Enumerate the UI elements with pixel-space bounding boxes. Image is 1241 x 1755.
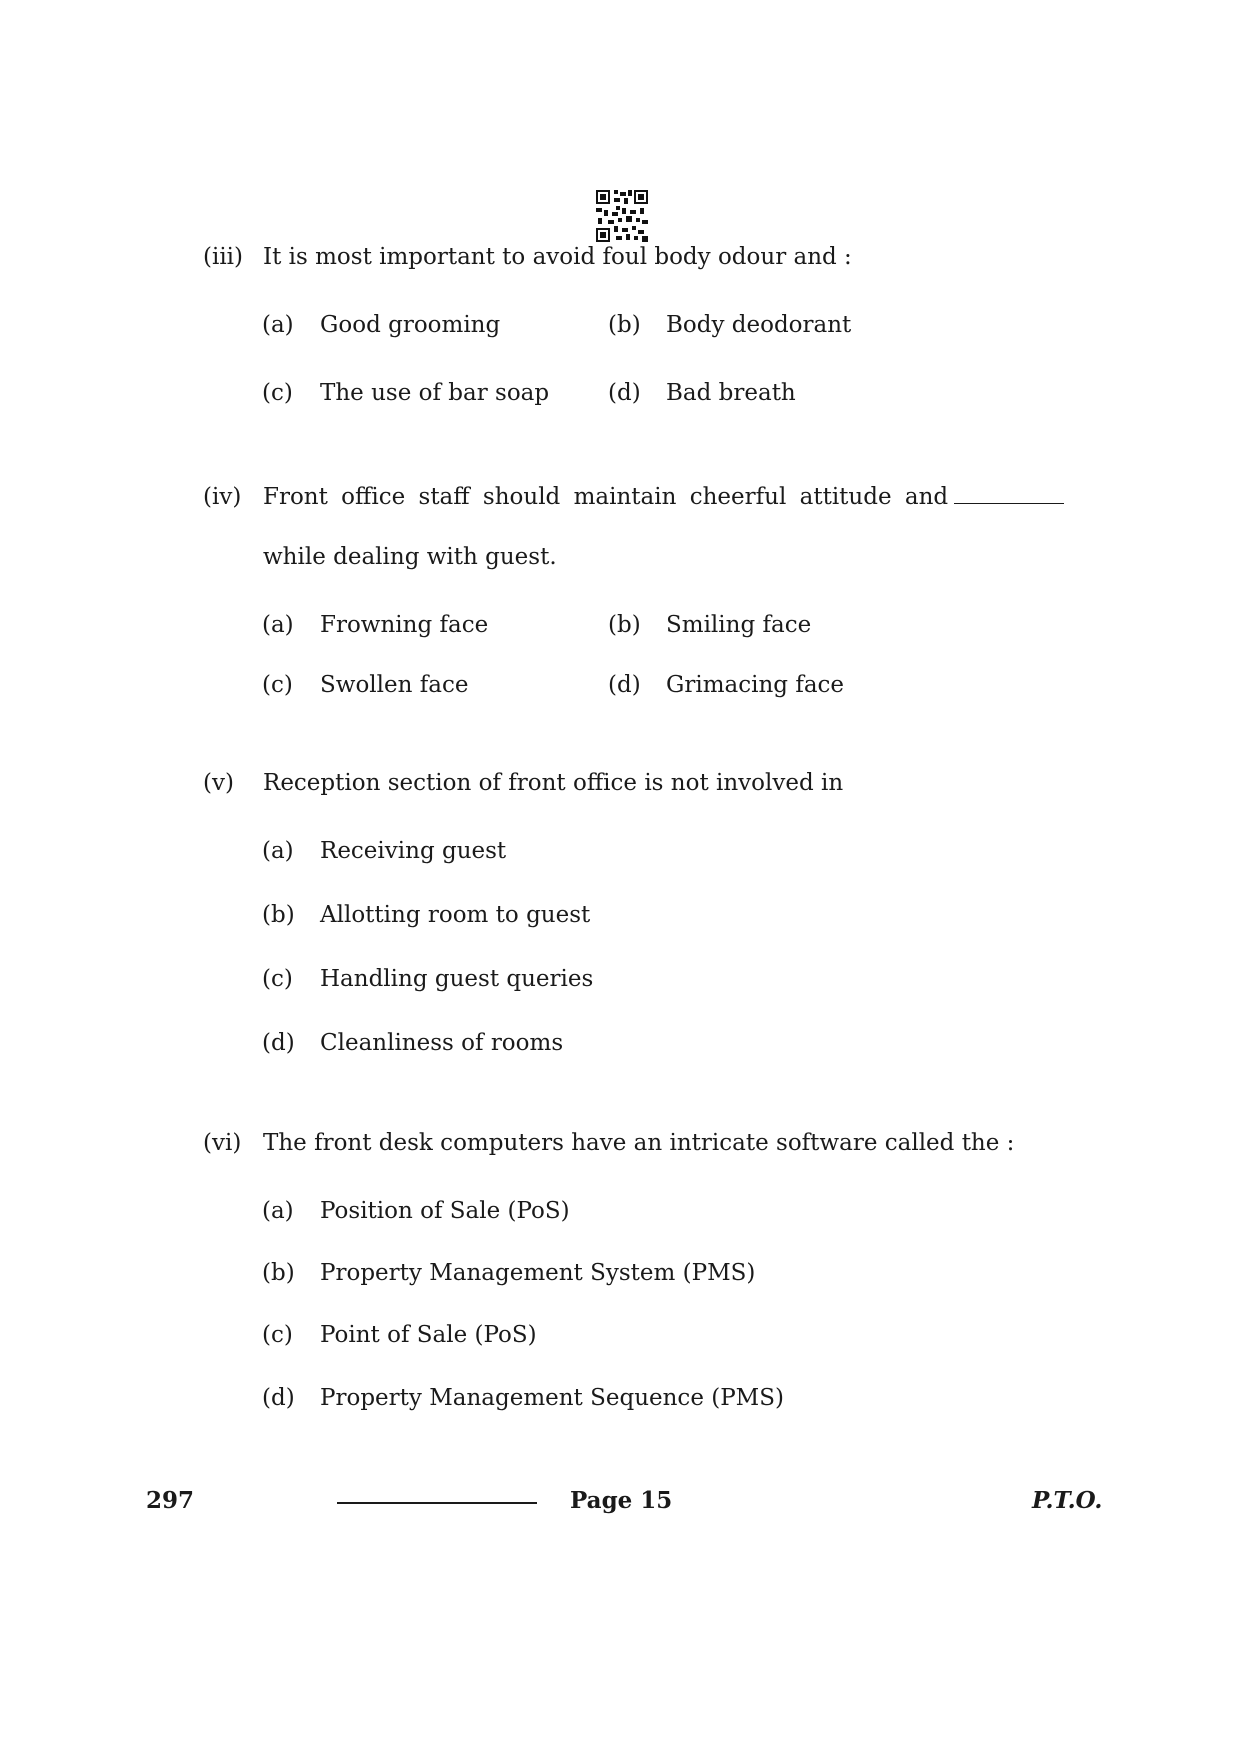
question-text: Reception section of front office is not involved in bbox=[263, 770, 844, 796]
option-text: Handling guest queries bbox=[320, 966, 594, 992]
option-label: (d) bbox=[262, 1385, 295, 1411]
option-label: (d) bbox=[608, 672, 641, 698]
option-text: Allotting room to guest bbox=[320, 902, 591, 928]
paper-code: 297 bbox=[146, 1487, 195, 1514]
option-label: (a) bbox=[262, 1198, 294, 1224]
option-label: (b) bbox=[608, 312, 641, 338]
question-text: It is most important to avoid foul body odour and : bbox=[263, 244, 852, 270]
option-text: Bad breath bbox=[666, 380, 796, 406]
option-label: (a) bbox=[262, 612, 294, 638]
question-text-line2: while dealing with guest. bbox=[263, 544, 557, 570]
option-text: The use of bar soap bbox=[320, 380, 550, 406]
option-text: Grimacing face bbox=[666, 672, 845, 698]
question-text: The front desk computers have an intricate software called the : bbox=[263, 1130, 1015, 1156]
option-text: Good grooming bbox=[320, 312, 501, 338]
option-text: Swollen face bbox=[320, 672, 469, 698]
question-number: (vi) bbox=[203, 1130, 242, 1156]
option-label: (b) bbox=[262, 902, 295, 928]
qr-code-icon bbox=[596, 190, 648, 242]
question-number: (iv) bbox=[203, 484, 242, 510]
option-text: Property Management System (PMS) bbox=[320, 1260, 756, 1286]
option-label: (c) bbox=[262, 672, 293, 698]
option-label: (d) bbox=[262, 1030, 295, 1056]
footer-rule bbox=[337, 1502, 537, 1504]
option-label: (c) bbox=[262, 380, 293, 406]
option-text: Property Management Sequence (PMS) bbox=[320, 1385, 784, 1411]
question-number: (iii) bbox=[203, 244, 244, 270]
option-text: Body deodorant bbox=[666, 312, 852, 338]
option-label: (a) bbox=[262, 312, 294, 338]
pto-label: P.T.O. bbox=[1032, 1487, 1103, 1514]
option-label: (c) bbox=[262, 1322, 293, 1348]
answer-blank bbox=[954, 485, 1064, 504]
page-number: Page 15 bbox=[570, 1487, 673, 1514]
option-text: Receiving guest bbox=[320, 838, 507, 864]
option-text: Smiling face bbox=[666, 612, 812, 638]
question-number: (v) bbox=[203, 770, 234, 796]
option-label: (d) bbox=[608, 380, 641, 406]
option-label: (b) bbox=[262, 1260, 295, 1286]
question-text-line1: Front office staff should maintain cheerful attitude and bbox=[263, 484, 949, 510]
option-text: Frowning face bbox=[320, 612, 489, 638]
question-text bbox=[263, 484, 1064, 510]
option-label: (a) bbox=[262, 838, 294, 864]
option-text: Point of Sale (PoS) bbox=[320, 1322, 537, 1348]
option-text: Cleanliness of rooms bbox=[320, 1030, 564, 1056]
option-label: (c) bbox=[262, 966, 293, 992]
option-text: Position of Sale (PoS) bbox=[320, 1198, 570, 1224]
option-label: (b) bbox=[608, 612, 641, 638]
